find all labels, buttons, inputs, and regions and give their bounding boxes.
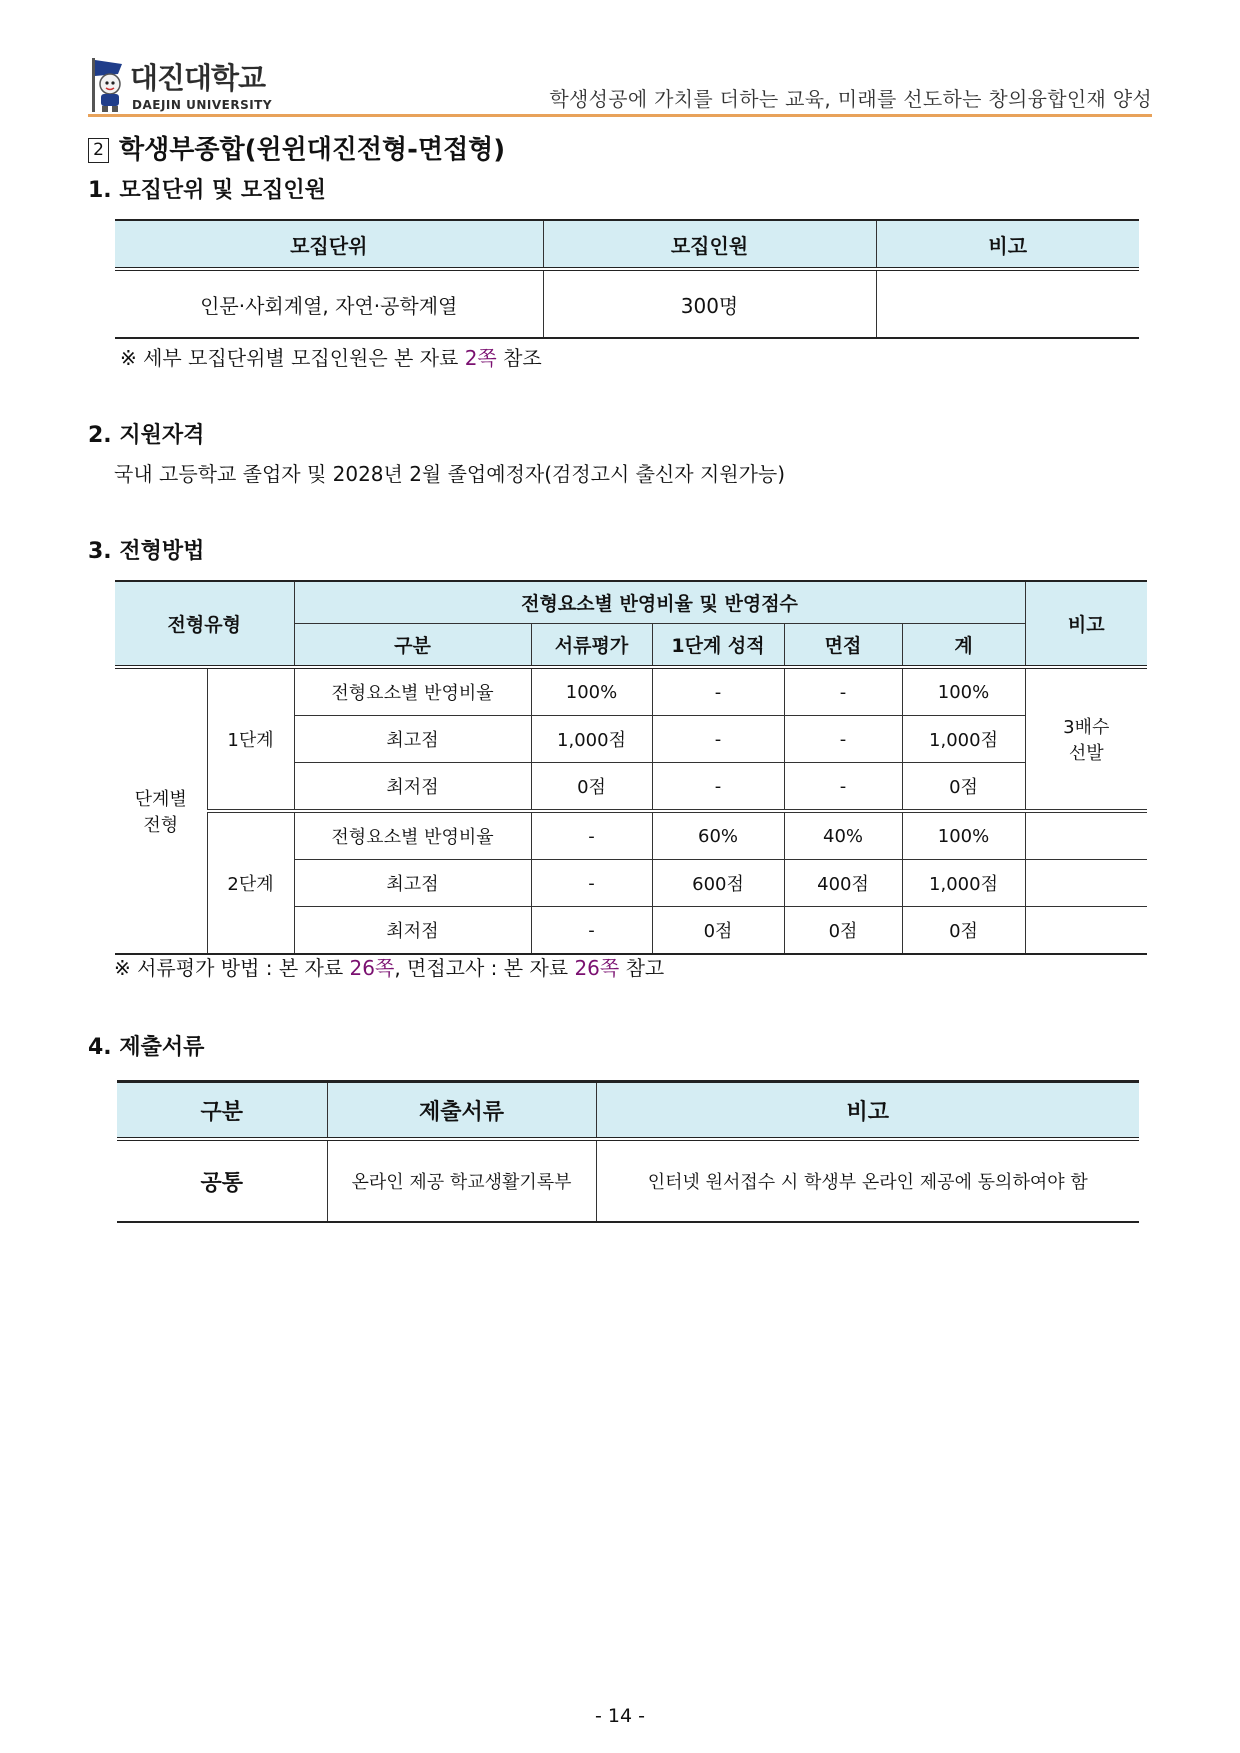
column-header: 제출서류	[327, 1082, 596, 1140]
table-cell: 100%	[531, 667, 652, 716]
logo-english-text: DAEJIN UNIVERSITY	[132, 98, 273, 112]
note-text: 참조	[496, 346, 542, 370]
column-header-group: 전형요소별 반영비율 및 반영점수	[294, 581, 1025, 624]
table-cell: -	[531, 907, 652, 955]
recruitment-table	[115, 219, 1139, 339]
column-header: 면접	[784, 624, 902, 668]
table-cell: 0점	[652, 907, 784, 955]
table-cell: 최고점	[294, 860, 531, 907]
university-logo	[88, 56, 288, 116]
table-cell: 전형요소별 반영비율	[294, 811, 531, 860]
note-text: 참고	[619, 956, 665, 980]
stage-remark	[1025, 667, 1147, 811]
table-row	[117, 1139, 1139, 1222]
table-header-row	[115, 220, 1139, 269]
table-row	[115, 811, 1147, 860]
note-text: ※ 서류평가 방법 : 본 자료	[114, 956, 350, 980]
stage-remark	[1025, 811, 1147, 860]
heading-selection-method: 3. 전형방법	[88, 539, 205, 564]
stage-remark	[1025, 907, 1147, 955]
table-cell: -	[652, 763, 784, 812]
table-cell: -	[531, 811, 652, 860]
column-header-remark: 비고	[1025, 581, 1147, 667]
eligibility-text: 국내 고등학교 졸업자 및 2028년 2월 졸업예정자(검정고시 출신자 지원가능)	[114, 462, 786, 486]
remark-text: 3배수	[1063, 717, 1110, 738]
table-cell	[876, 269, 1139, 338]
table-cell: 40%	[784, 811, 902, 860]
section-title-text: 학생부종합(윈윈대진전형-면접형)	[119, 135, 506, 165]
table-header-row	[115, 581, 1147, 624]
column-header: 구분	[117, 1082, 327, 1140]
stage-label: 1단계	[207, 667, 294, 811]
stage-label: 2단계	[207, 811, 294, 954]
page-reference: 2쪽	[464, 346, 497, 370]
table-cell: -	[784, 716, 902, 763]
column-header: 모집인원	[543, 220, 876, 269]
page-number: - 14 -	[595, 1705, 645, 1727]
section-number-box: 2	[88, 138, 109, 163]
column-header: 비고	[596, 1082, 1139, 1140]
remark-text: 선발	[1068, 743, 1104, 764]
documents-table	[117, 1080, 1139, 1223]
table-cell: 600점	[652, 860, 784, 907]
table-cell: 0점	[902, 907, 1025, 955]
heading-recruitment-unit: 1. 모집단위 및 모집인원	[88, 178, 326, 203]
section-title	[88, 129, 505, 166]
table-cell: -	[652, 716, 784, 763]
table-cell: 최저점	[294, 907, 531, 955]
note-text: ※ 세부 모집단위별 모집인원은 본 자료	[120, 346, 465, 370]
logo-korean-text: 대진대학교	[130, 61, 266, 95]
selection-method-table	[115, 580, 1147, 955]
table-cell: -	[784, 763, 902, 812]
column-header: 모집단위	[115, 220, 543, 269]
table-header-row	[117, 1082, 1139, 1140]
stage-remark	[1025, 860, 1147, 907]
column-header-type: 전형유형	[115, 581, 294, 667]
selection-type-label: 전형	[143, 815, 179, 836]
table-cell: 100%	[902, 811, 1025, 860]
table-cell: -	[784, 667, 902, 716]
header-slogan: 학생성공에 가치를 더하는 교육, 미래를 선도하는 창의융합인재 양성	[549, 87, 1152, 111]
table-cell: 400점	[784, 860, 902, 907]
table-cell: 1,000점	[902, 860, 1025, 907]
heading-eligibility: 2. 지원자격	[88, 423, 205, 448]
column-header: 구분	[294, 624, 531, 668]
column-header: 서류평가	[531, 624, 652, 668]
selection-type-label: 단계별	[134, 789, 187, 810]
column-header: 계	[902, 624, 1025, 668]
page-reference: 26쪽	[574, 956, 620, 980]
heading-documents: 4. 제출서류	[88, 1035, 205, 1060]
table-cell: 인문·사회계열, 자연·공학계열	[200, 293, 458, 318]
table-cell: 0점	[902, 763, 1025, 812]
table-cell: 인터넷 원서접수 시 학생부 온라인 제공에 동의하여야 함	[596, 1139, 1139, 1222]
table-cell: 60%	[652, 811, 784, 860]
table-cell: 최고점	[294, 716, 531, 763]
table-cell: 100%	[902, 667, 1025, 716]
table-cell: 최저점	[294, 763, 531, 812]
table-cell: -	[531, 860, 652, 907]
selection-type-cell	[115, 667, 207, 954]
table-cell: -	[652, 667, 784, 716]
selection-note	[114, 952, 664, 981]
table-row	[115, 667, 1147, 716]
table-cell: 온라인 제공 학교생활기록부	[327, 1139, 596, 1222]
page-reference: 26쪽	[349, 956, 395, 980]
column-header: 비고	[876, 220, 1139, 269]
table-row	[115, 269, 1139, 338]
mascot-icon	[88, 56, 128, 114]
table-cell: 1,000점	[902, 716, 1025, 763]
column-header: 1단계 성적	[652, 624, 784, 668]
table-cell: 전형요소별 반영비율	[294, 667, 531, 716]
table-cell: 300명	[543, 269, 876, 338]
table-cell: 0점	[784, 907, 902, 955]
header-divider	[88, 114, 1152, 117]
table-cell: 0점	[531, 763, 652, 812]
recruitment-note	[120, 342, 542, 371]
table-cell: 1,000점	[531, 716, 652, 763]
note-text: , 면접고사 : 본 자료	[394, 956, 575, 980]
table-cell: 공통	[200, 1170, 243, 1196]
